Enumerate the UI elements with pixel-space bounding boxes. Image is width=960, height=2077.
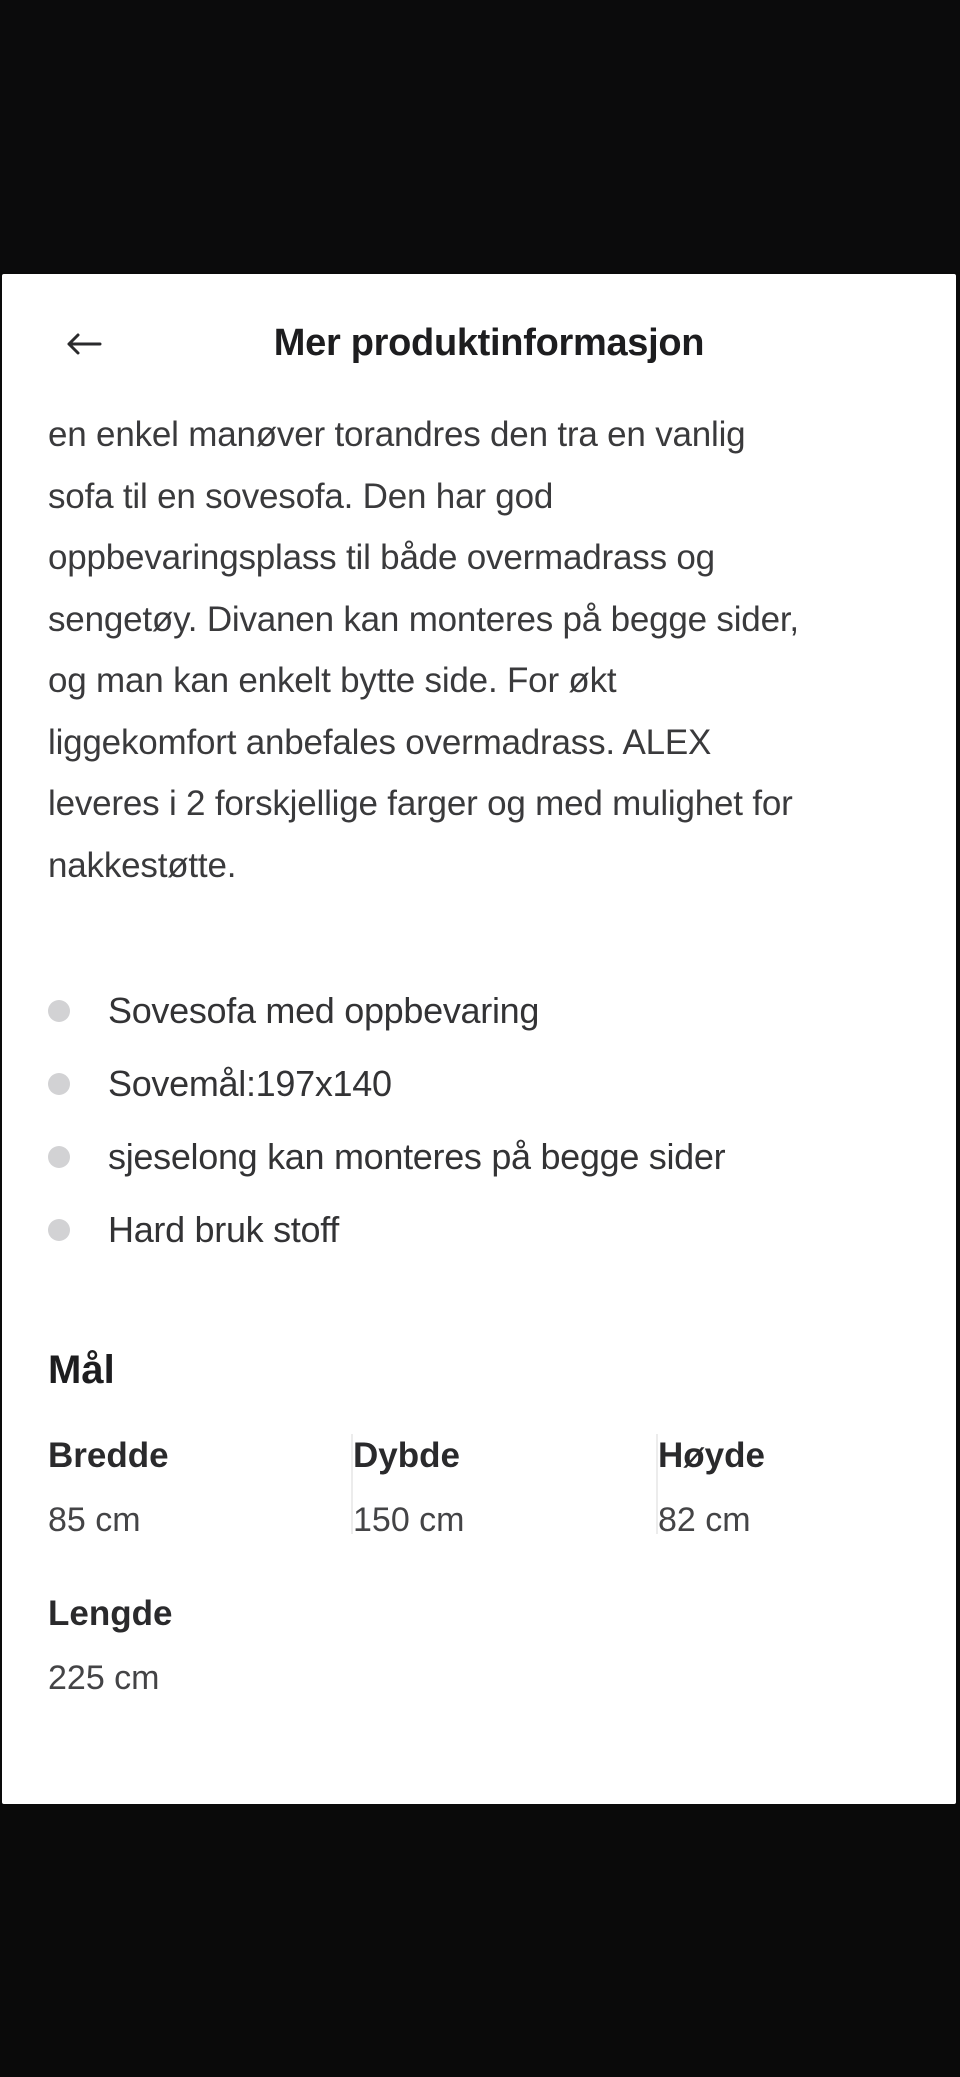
dimension-value: 85 cm [48,1501,141,1539]
bottom-black-area [0,1806,960,2077]
dimension-width [48,1434,353,1539]
dimension-value: 225 cm [48,1659,160,1697]
product-info-panel [2,274,956,1804]
dimension-depth [353,1434,658,1539]
list-item [48,974,928,1047]
list-item [48,1047,928,1120]
feature-text: Hard bruk stoff [108,1208,339,1250]
header [2,274,956,384]
bullet-icon [48,1146,70,1168]
dimension-label: Dybde [353,1436,460,1475]
dimension-label: Høyde [658,1436,765,1475]
dimension-value: 150 cm [353,1501,465,1539]
dimension-label: Lengde [48,1594,173,1633]
dimension-length [48,1592,353,1697]
feature-text: Sovemål:197x140 [108,1062,392,1104]
bullet-icon [48,1000,70,1022]
dimensions-grid [48,1434,928,1697]
feature-text: Sovesofa med oppbevaring [108,989,540,1031]
dimension-label: Bredde [48,1436,169,1475]
list-item [48,1193,928,1266]
dimensions-title: Mål [48,1348,115,1392]
list-item [48,1120,928,1193]
dimension-value: 82 cm [658,1501,751,1539]
bullet-icon [48,1073,70,1095]
top-black-area [0,0,960,272]
bullet-icon [48,1219,70,1241]
feature-text: sjeselong kan monteres på begge sider [108,1135,726,1177]
dimension-height [658,1434,928,1539]
page-title: Mer produktinformasjon [273,322,705,364]
feature-list [48,974,928,1266]
product-description: en enkel manøver torandres den tra en vanlig sofa til en sovesofa. Den har god oppbevaringsplass til både overmadrass og sengetøy. Divanen kan monteres på begge sider, og man kan enkelt bytte side. For økt liggekomfort anbefales overmadrass. ALEX leveres i 2 forskjellige farger og med mulighet for nakkestøtte. [48,415,799,885]
